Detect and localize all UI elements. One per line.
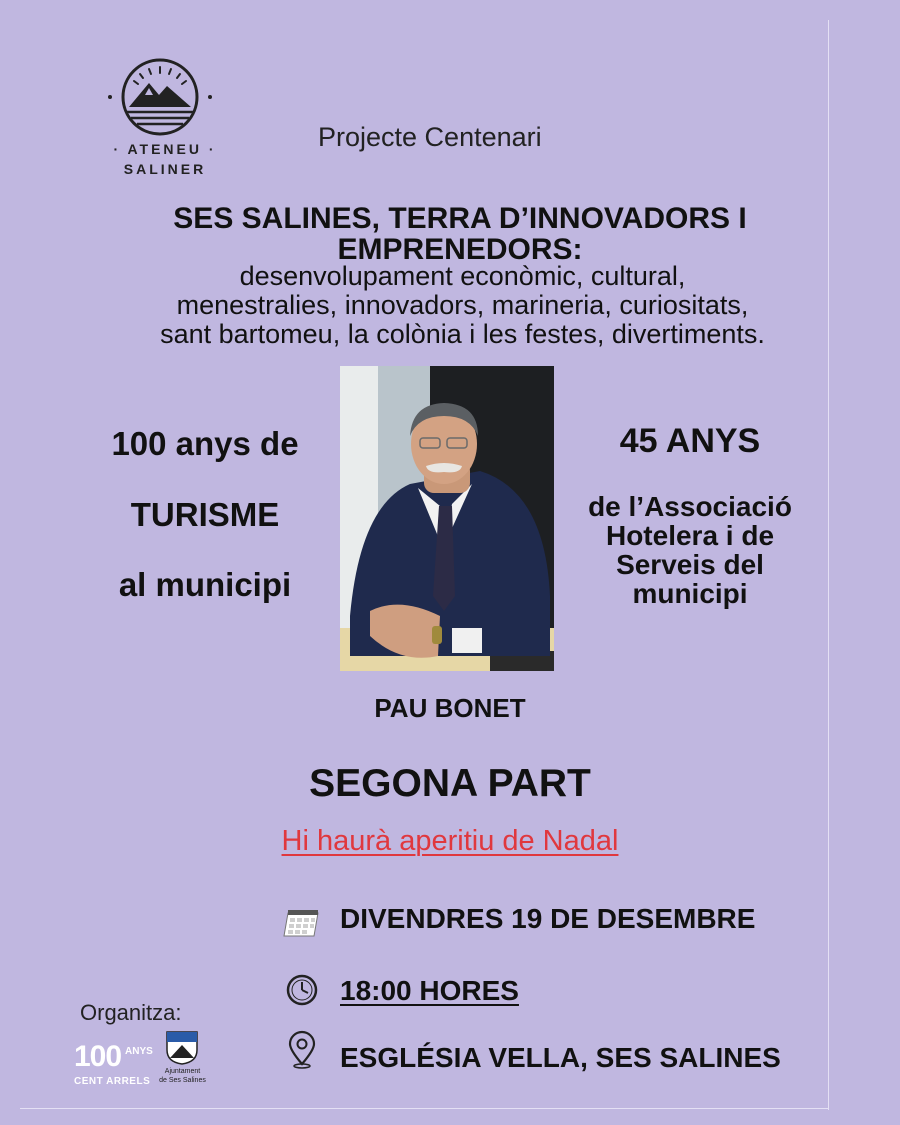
description-line-1: desenvolupament econòmic, cultural,: [239, 261, 686, 291]
calendar-icon: [282, 904, 322, 944]
logo-text-ateneu: · ATENEU ·: [113, 141, 217, 157]
ajuntament-logo: [155, 1030, 210, 1095]
ajuntament-line-2: de Ses Salines: [159, 1077, 206, 1084]
right-lines: [560, 492, 820, 608]
right-line-4: municipi: [632, 578, 748, 609]
description: [60, 262, 865, 349]
cent-arrels-name: CENT ARRELS: [74, 1076, 151, 1087]
location-pin-icon: [282, 1030, 322, 1070]
coat-of-arms-icon: [155, 1030, 210, 1066]
right-line-1: de l’Associació: [588, 491, 792, 522]
cent-arrels-number: 100: [74, 1040, 122, 1073]
headline: [60, 203, 860, 265]
right-title: 45 ANYS: [619, 422, 761, 460]
speaker-name: PAU BONET: [374, 693, 526, 723]
aperitif-note-text: Hi haurà aperitiu de Nadal: [281, 825, 619, 857]
speaker-photo: [340, 366, 554, 671]
project-subtitle: Projecte Centenari: [318, 122, 542, 152]
left-line-3: al municipi: [118, 566, 292, 603]
left-line-2: TURISME: [130, 496, 280, 533]
right-line-3: Serveis del: [616, 549, 764, 580]
part-title: SEGONA PART: [309, 762, 591, 805]
panel-bottom-edge: [20, 1108, 829, 1109]
event-time: 18:00 HORES: [340, 975, 519, 1006]
panel-edge: [828, 20, 829, 1110]
headline-line-2: EMPRENEDORS:: [337, 233, 583, 266]
right-line-2: Hotelera i de: [605, 520, 775, 551]
clock-icon: [282, 970, 322, 1010]
cent-arrels-anys: ANYS: [125, 1046, 153, 1057]
cent-arrels-logo: [72, 1040, 152, 1092]
description-line-3: sant bartomeu, la colònia i les festes, divertiments.: [160, 319, 765, 349]
ateneu-saliner-logo: [105, 55, 225, 180]
aperitif-note: [150, 825, 750, 858]
event-place: ESGLÉSIA VELLA, SES SALINES: [340, 1042, 781, 1073]
mountain-sun-icon: [105, 55, 225, 140]
organizer-label: Organitza:: [80, 1000, 182, 1025]
event-date: DIVENDRES 19 DE DESEMBRE: [340, 903, 756, 934]
left-line-1: 100 anys de: [111, 425, 299, 462]
ajuntament-line-1: Ajuntament: [164, 1068, 201, 1075]
headline-line-1: SES SALINES, TERRA D’INNOVADORS I: [173, 202, 747, 235]
logo-text-saliner: SALINER: [123, 161, 207, 177]
description-line-2: menestralies, innovadors, marineria, curiositats,: [176, 290, 749, 320]
